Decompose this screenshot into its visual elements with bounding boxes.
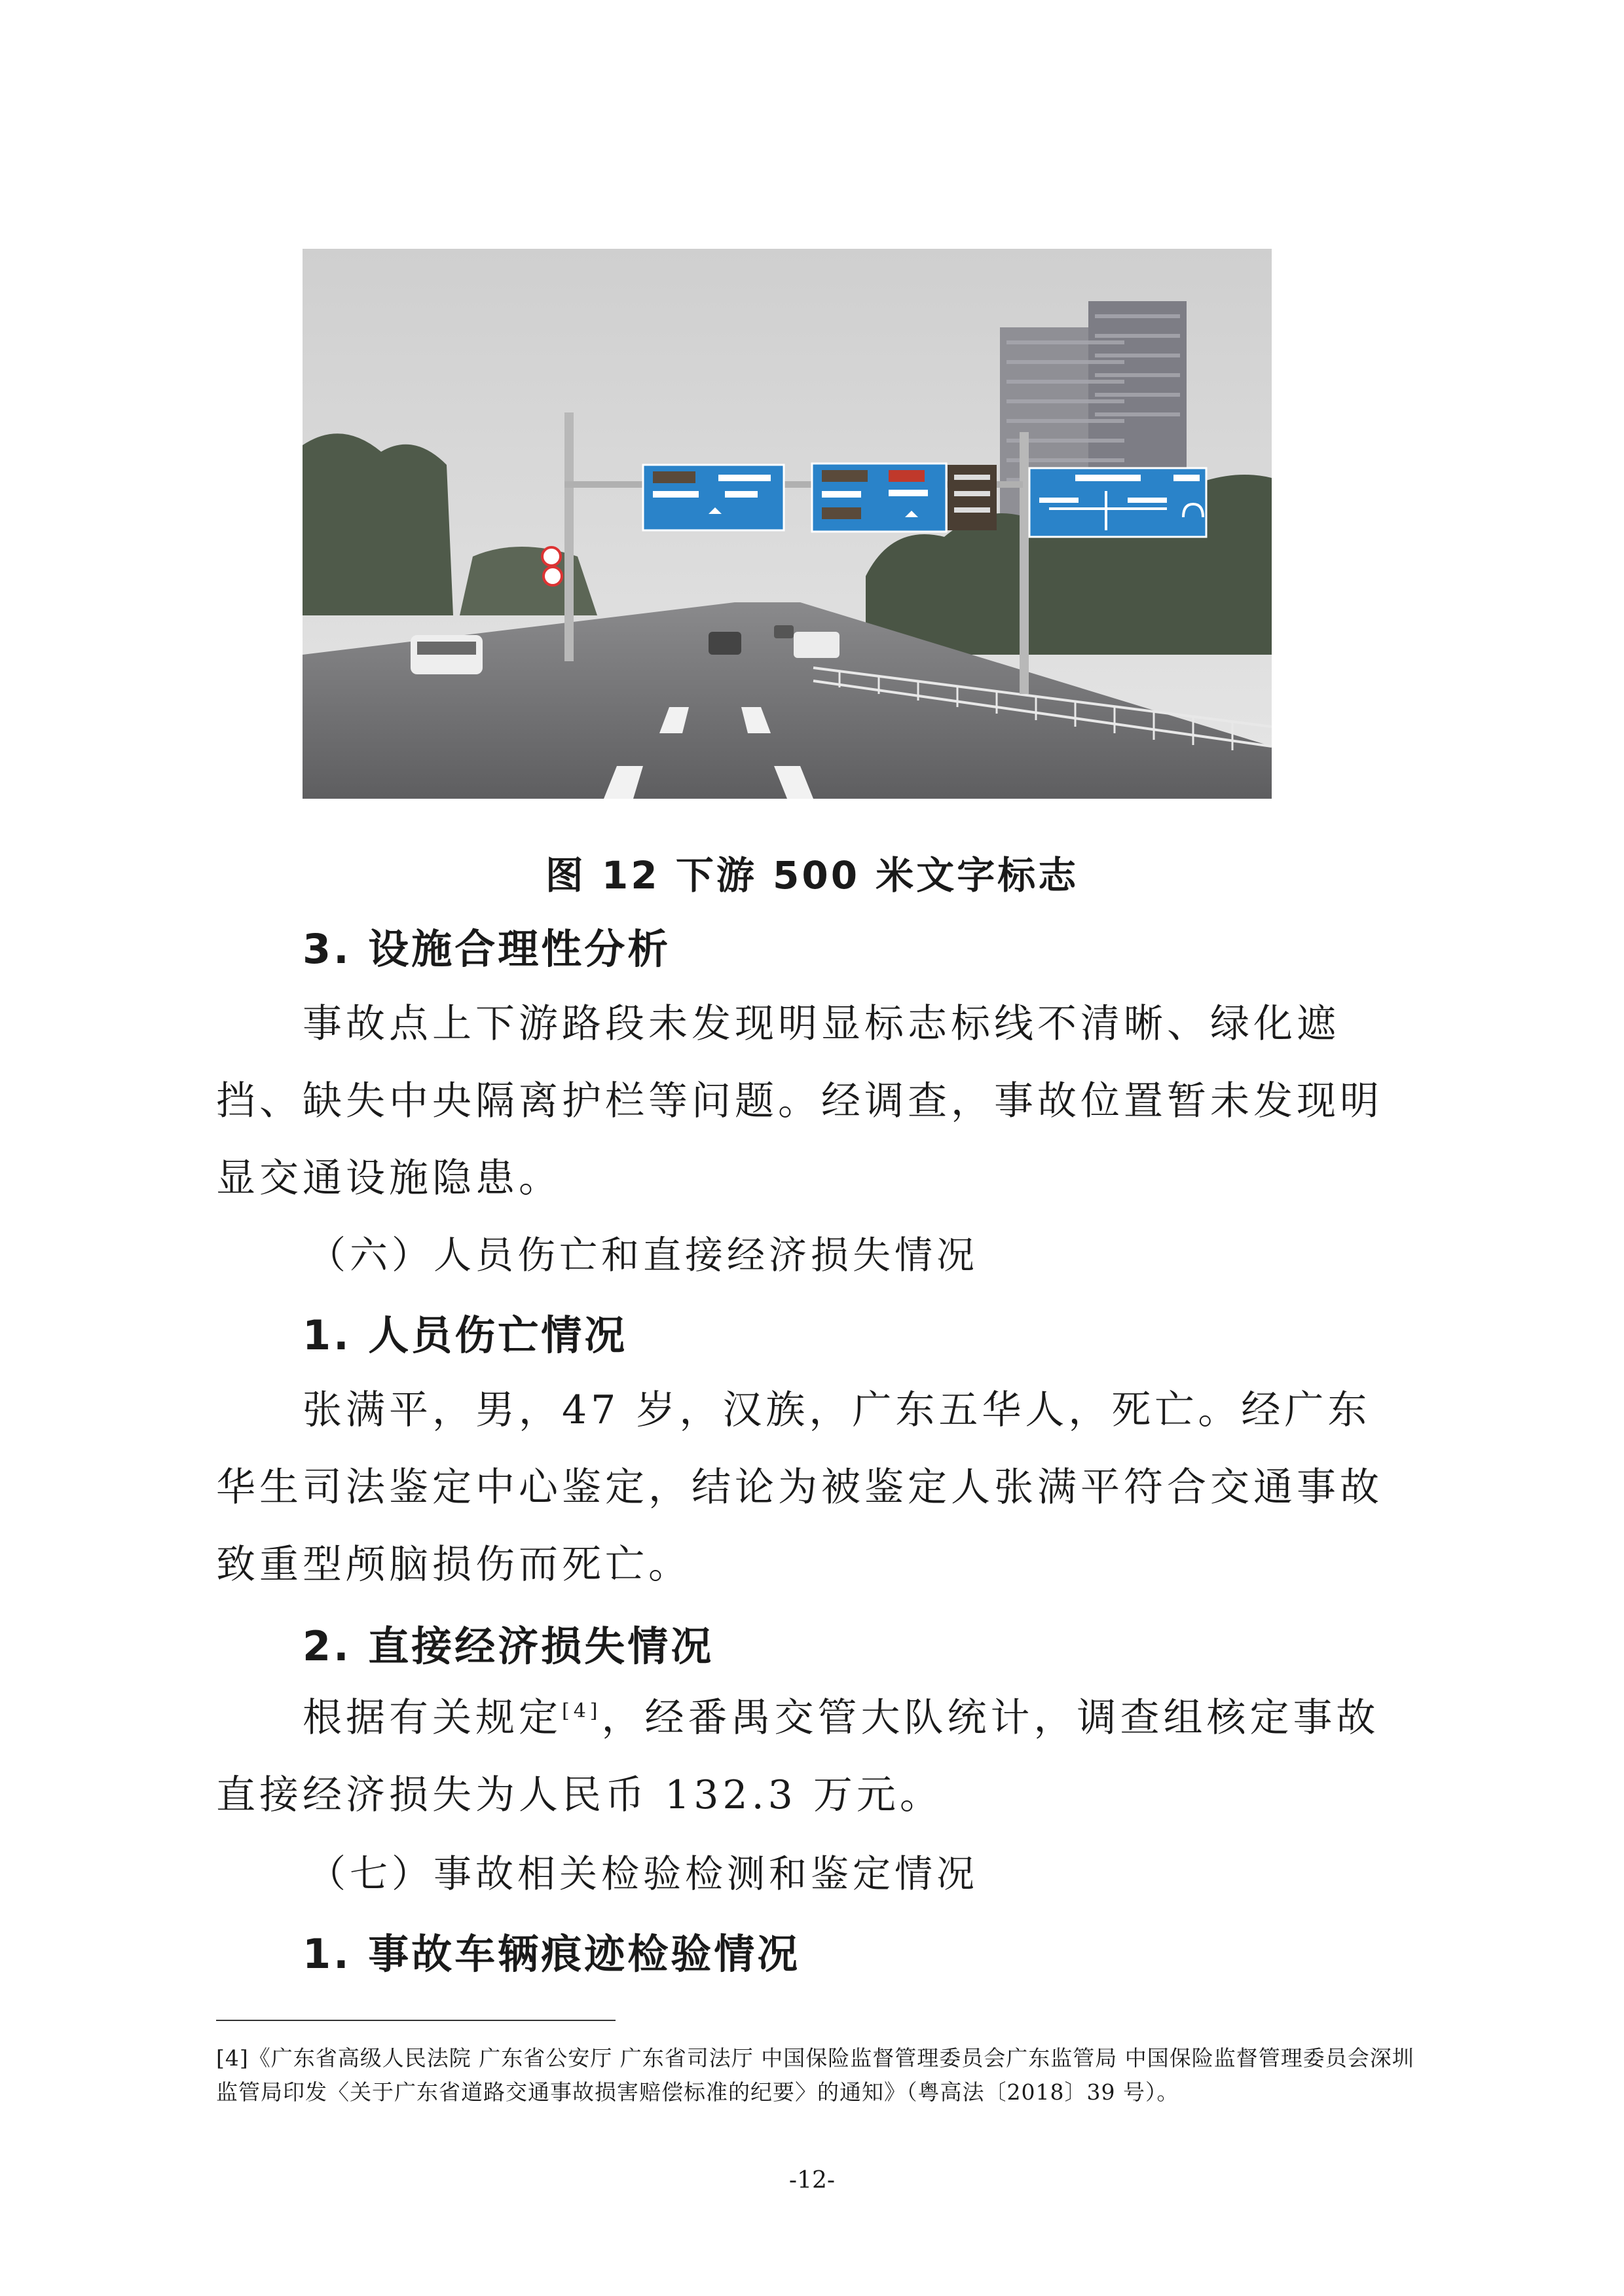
figure-caption: 图 12 下游 500 米文字标志	[545, 853, 1079, 898]
paragraph-facility-analysis: 事故点上下游路段未发现明显标志标线不清晰、绿化遮挡、缺失中央隔离护栏等问题。经调查，事故位置暂未发现明显交通设施隐患。	[216, 1001, 1383, 1201]
road-sign-photo	[303, 249, 1272, 799]
page-number: -12-	[788, 2167, 836, 2194]
subsection-heading-inspection: （七）事故相关检验检测和鉴定情况	[308, 1851, 979, 1896]
section-heading-vehicle-trace: 1. 事故车辆痕迹检验情况	[303, 1930, 801, 1978]
section-heading-economic-loss: 2. 直接经济损失情况	[303, 1622, 714, 1670]
footnote-ref[interactable]: [4]	[562, 1700, 602, 1722]
economic-loss-text-a: 根据有关规定	[303, 1695, 562, 1741]
economic-loss-text-b: ，经番禺交管大队统计，调查组核定事故直接经济损失为人民币 132.3 万元。	[216, 1695, 1380, 1818]
paragraph-economic-loss	[216, 1679, 1395, 1834]
section-heading-facility-analysis: 3. 设施合理性分析	[303, 925, 671, 973]
footnote-divider	[216, 2020, 616, 2021]
footnote: [4]《广东省高级人民法院 广东省公安厅 广东省司法厅 中国保险监督管理委员会广东监管局 中国保险监督管理委员会深圳监管局印发〈关于广东省道路交通事故损害赔偿标准的纪要〉的通知》（粤高法〔2018〕39 号）。	[216, 2045, 1414, 2105]
section-heading-casualties: 1. 人员伤亡情况	[303, 1311, 628, 1359]
road-sign-photo-illustration	[303, 249, 1272, 799]
subsection-heading-casualties-losses: （六）人员伤亡和直接经济损失情况	[308, 1233, 979, 1277]
paragraph-casualties: 张满平，男，47 岁，汉族，广东五华人，死亡。经广东华生司法鉴定中心鉴定，结论为被鉴定人张满平符合交通事故致重型颅脑损伤而死亡。	[216, 1387, 1383, 1588]
